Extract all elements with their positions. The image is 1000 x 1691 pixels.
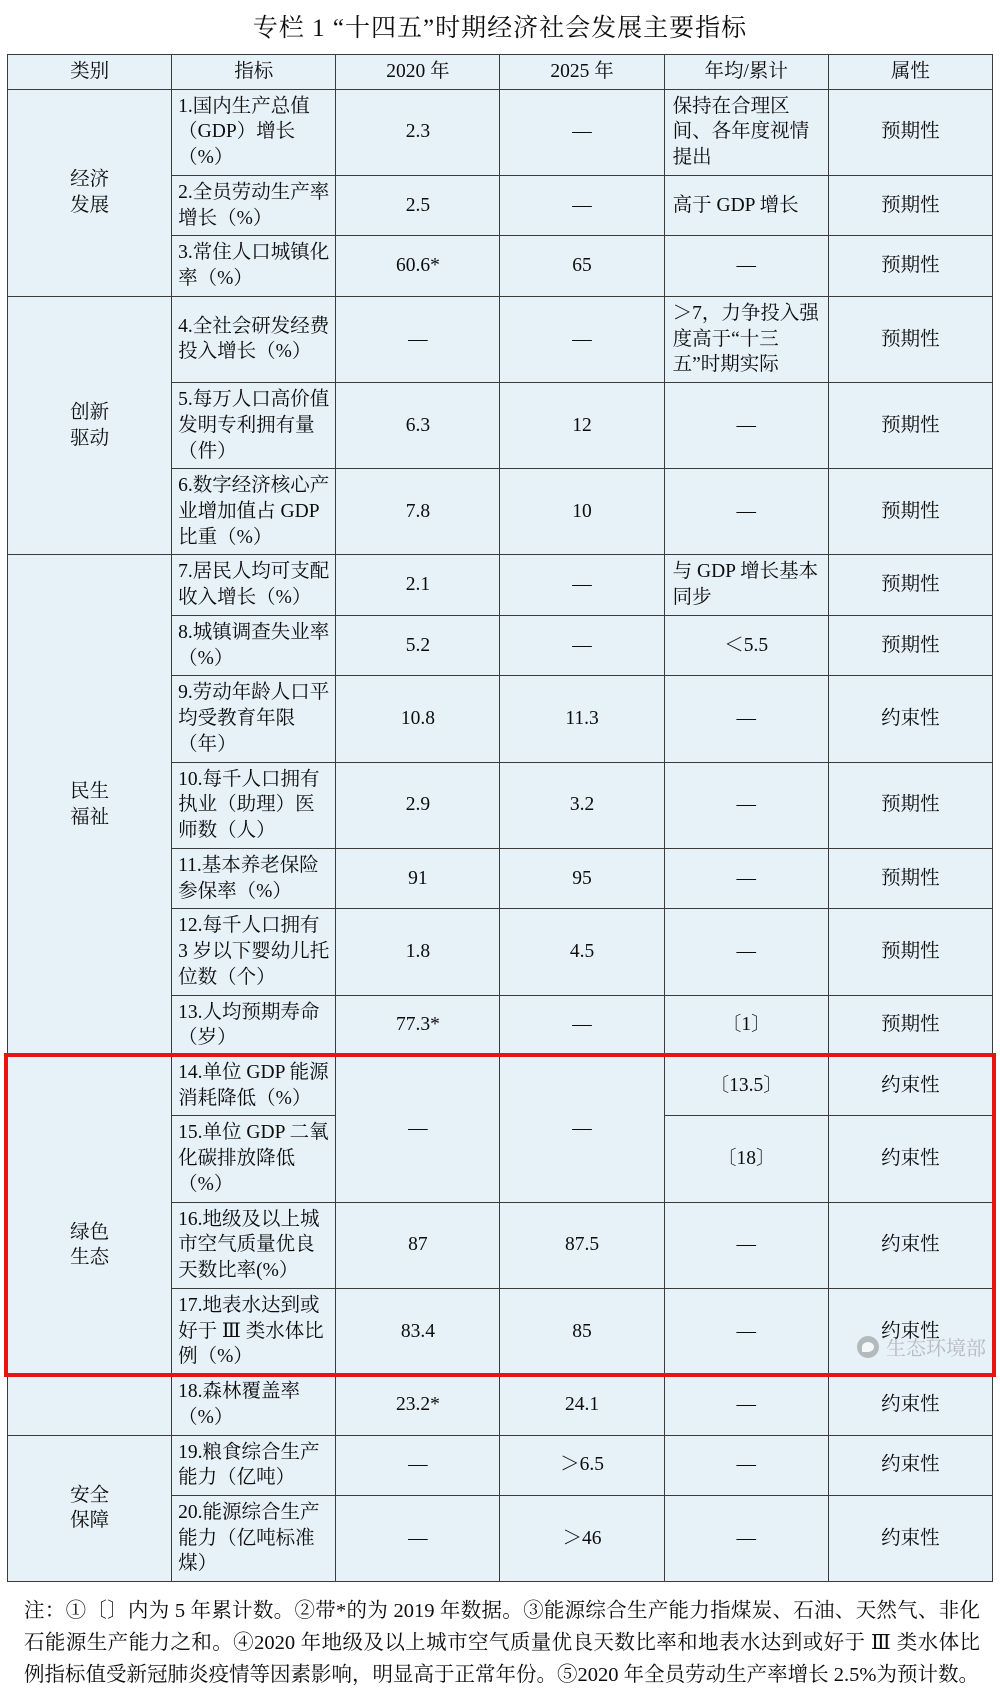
value-2025-cell: ＞6.5 — [500, 1435, 664, 1495]
indicator-cell: 6.数字经济核心产业增加值占 GDP 比重（%） — [172, 469, 336, 555]
value-2020-cell: — — [336, 1055, 500, 1202]
average-cell: 高于 GDP 增长 — [664, 175, 828, 235]
attribute-cell: 约束性 — [828, 1116, 992, 1202]
value-2020-cell: 2.9 — [336, 762, 500, 848]
attribute-cell: 预期性 — [828, 175, 992, 235]
value-2025-cell: — — [500, 555, 664, 615]
value-2020-cell: 2.3 — [336, 89, 500, 175]
category-cell: 绿色 生态 — [8, 1055, 172, 1435]
page-title: 专栏 1 “十四五”时期经济社会发展主要指标 — [252, 15, 748, 42]
attribute-cell: 预期性 — [828, 909, 992, 995]
value-2020-cell: 5.2 — [336, 615, 500, 675]
attribute-cell: 约束性 — [828, 1375, 992, 1435]
average-cell: — — [664, 1495, 828, 1581]
indicator-cell: 20.能源综合生产能力（亿吨标准煤） — [172, 1495, 336, 1581]
value-2020-cell: 23.2* — [336, 1375, 500, 1435]
average-cell: 〔13.5〕 — [664, 1055, 828, 1115]
average-cell: — — [664, 1202, 828, 1288]
value-2020-cell: — — [336, 1435, 500, 1495]
average-cell: — — [664, 383, 828, 469]
indicator-cell: 16.地级及以上城市空气质量优良天数比率(%） — [172, 1202, 336, 1288]
value-2020-cell: 60.6* — [336, 236, 500, 296]
attribute-cell: 预期性 — [828, 615, 992, 675]
value-2025-cell: 10 — [500, 469, 664, 555]
value-2025-cell: 24.1 — [500, 1375, 664, 1435]
table-row — [8, 555, 993, 615]
value-2025-cell: 85 — [500, 1288, 664, 1374]
value-2020-cell: 77.3* — [336, 995, 500, 1055]
attribute-cell: 预期性 — [828, 383, 992, 469]
average-cell: 〔18〕 — [664, 1116, 828, 1202]
average-cell: ＞7，力争投入强度高于“十三五”时期实际 — [664, 296, 828, 382]
indicator-cell: 11.基本养老保险参保率（%） — [172, 848, 336, 908]
average-cell: 与 GDP 增长基本同步 — [664, 555, 828, 615]
table-row — [8, 296, 993, 382]
value-2025-cell: — — [500, 89, 664, 175]
value-2020-cell: — — [336, 296, 500, 382]
indicator-cell: 12.每千人口拥有 3 岁以下婴幼儿托位数（个） — [172, 909, 336, 995]
weibo-icon — [857, 1336, 879, 1358]
attribute-cell: 约束性 — [828, 1288, 992, 1374]
header-2020: 2020 年 — [336, 55, 500, 90]
attribute-cell: 约束性 — [828, 1202, 992, 1288]
footnotes — [24, 1596, 980, 1691]
value-2025-cell: 95 — [500, 848, 664, 908]
attribute-cell: 预期性 — [828, 762, 992, 848]
category-cell: 经济 发展 — [8, 89, 172, 296]
value-2025-cell: — — [500, 175, 664, 235]
average-cell: — — [664, 469, 828, 555]
attribute-cell: 预期性 — [828, 995, 992, 1055]
average-cell: — — [664, 236, 828, 296]
footnote-text: 注：①〔〕内为 5 年累计数。②带*的为 2019 年数据。③能源综合生产能力指煤炭、石油、天然气、非化石能源生产能力之和。④2020 年地级及以上城市空气质量优良天数比率和地表水达到或好于 Ⅲ 类水体比例指标值受新冠肺炎疫情等因素影响，明显高于正常年份。⑤2020 年全员劳动生产率增长 2.5%为预计数。 — [24, 1600, 980, 1686]
attribute-cell: 预期性 — [828, 89, 992, 175]
value-2025-cell: ＞46 — [500, 1495, 664, 1581]
indicator-cell: 7.居民人均可支配收入增长（%） — [172, 555, 336, 615]
category-cell: 创新 驱动 — [8, 296, 172, 555]
value-2020-cell: — — [336, 1495, 500, 1581]
value-2025-cell: 3.2 — [500, 762, 664, 848]
header-category: 类别 — [8, 55, 172, 90]
value-2020-cell: 2.5 — [336, 175, 500, 235]
indicator-cell: 4.全社会研发经费投入增长（%） — [172, 296, 336, 382]
category-cell: 安全 保障 — [8, 1435, 172, 1582]
indicator-cell: 2.全员劳动生产率增长（%） — [172, 175, 336, 235]
attribute-cell: 预期性 — [828, 469, 992, 555]
table-row — [8, 1435, 993, 1495]
value-2020-cell: 83.4 — [336, 1288, 500, 1374]
average-cell: — — [664, 676, 828, 762]
indicator-cell: 10.每千人口拥有执业（助理）医师数（人） — [172, 762, 336, 848]
value-2025-cell: 65 — [500, 236, 664, 296]
average-cell: 〔1〕 — [664, 995, 828, 1055]
indicator-cell: 5.每万人口高价值发明专利拥有量（件） — [172, 383, 336, 469]
value-2025-cell: 12 — [500, 383, 664, 469]
indicator-cell: 14.单位 GDP 能源消耗降低（%） — [172, 1055, 336, 1115]
indicator-cell: 8.城镇调查失业率（%） — [172, 615, 336, 675]
value-2025-cell: 11.3 — [500, 676, 664, 762]
indicator-cell: 19.粮食综合生产能力（亿吨） — [172, 1435, 336, 1495]
value-2025-cell: — — [500, 615, 664, 675]
value-2025-cell: 4.5 — [500, 909, 664, 995]
indicator-cell: 1.国内生产总值（GDP）增长（%） — [172, 89, 336, 175]
attribute-cell: 约束性 — [828, 1435, 992, 1495]
attribute-cell: 预期性 — [828, 236, 992, 296]
table-header — [8, 55, 993, 90]
attribute-cell: 约束性 — [828, 1055, 992, 1115]
attribute-cell: 约束性 — [828, 676, 992, 762]
value-2020-cell: 6.3 — [336, 383, 500, 469]
value-2020-cell: 2.1 — [336, 555, 500, 615]
average-cell: — — [664, 1288, 828, 1374]
indicator-cell: 15.单位 GDP 二氧化碳排放降低（%） — [172, 1116, 336, 1202]
average-cell: ＜5.5 — [664, 615, 828, 675]
indicator-cell: 9.劳动年龄人口平均受教育年限（年） — [172, 676, 336, 762]
header-indicator: 指标 — [172, 55, 336, 90]
indicator-cell: 18.森林覆盖率（%） — [172, 1375, 336, 1435]
indicator-cell: 17.地表水达到或好于 Ⅲ 类水体比例（%） — [172, 1288, 336, 1374]
value-2020-cell: 87 — [336, 1202, 500, 1288]
indicator-cell: 3.常住人口城镇化率（%） — [172, 236, 336, 296]
average-cell: — — [664, 1375, 828, 1435]
average-cell: — — [664, 762, 828, 848]
table-row — [8, 1055, 993, 1115]
average-cell: — — [664, 848, 828, 908]
attribute-cell: 预期性 — [828, 848, 992, 908]
average-cell: — — [664, 909, 828, 995]
table-body — [8, 89, 993, 1581]
value-2025-cell: — — [500, 995, 664, 1055]
value-2020-cell: 1.8 — [336, 909, 500, 995]
watermark-label: 生态环境部 — [886, 1338, 986, 1360]
header-row — [8, 55, 993, 90]
category-cell: 民生 福祉 — [8, 555, 172, 1055]
indicator-cell: 13.人均预期寿命（岁） — [172, 995, 336, 1055]
value-2025-cell: — — [500, 296, 664, 382]
average-cell: 保持在合理区间、各年度视情提出 — [664, 89, 828, 175]
header-attribute: 属性 — [828, 55, 992, 90]
indicators-table — [7, 54, 993, 1582]
watermark — [857, 1332, 986, 1361]
table-row — [8, 89, 993, 175]
value-2025-cell: — — [500, 1055, 664, 1202]
header-2025: 2025 年 — [500, 55, 664, 90]
header-average: 年均/累计 — [664, 55, 828, 90]
value-2020-cell: 7.8 — [336, 469, 500, 555]
value-2025-cell: 87.5 — [500, 1202, 664, 1288]
attribute-cell: 约束性 — [828, 1495, 992, 1581]
attribute-cell: 预期性 — [828, 555, 992, 615]
value-2020-cell: 10.8 — [336, 676, 500, 762]
attribute-cell: 预期性 — [828, 296, 992, 382]
average-cell: — — [664, 1435, 828, 1495]
value-2020-cell: 91 — [336, 848, 500, 908]
